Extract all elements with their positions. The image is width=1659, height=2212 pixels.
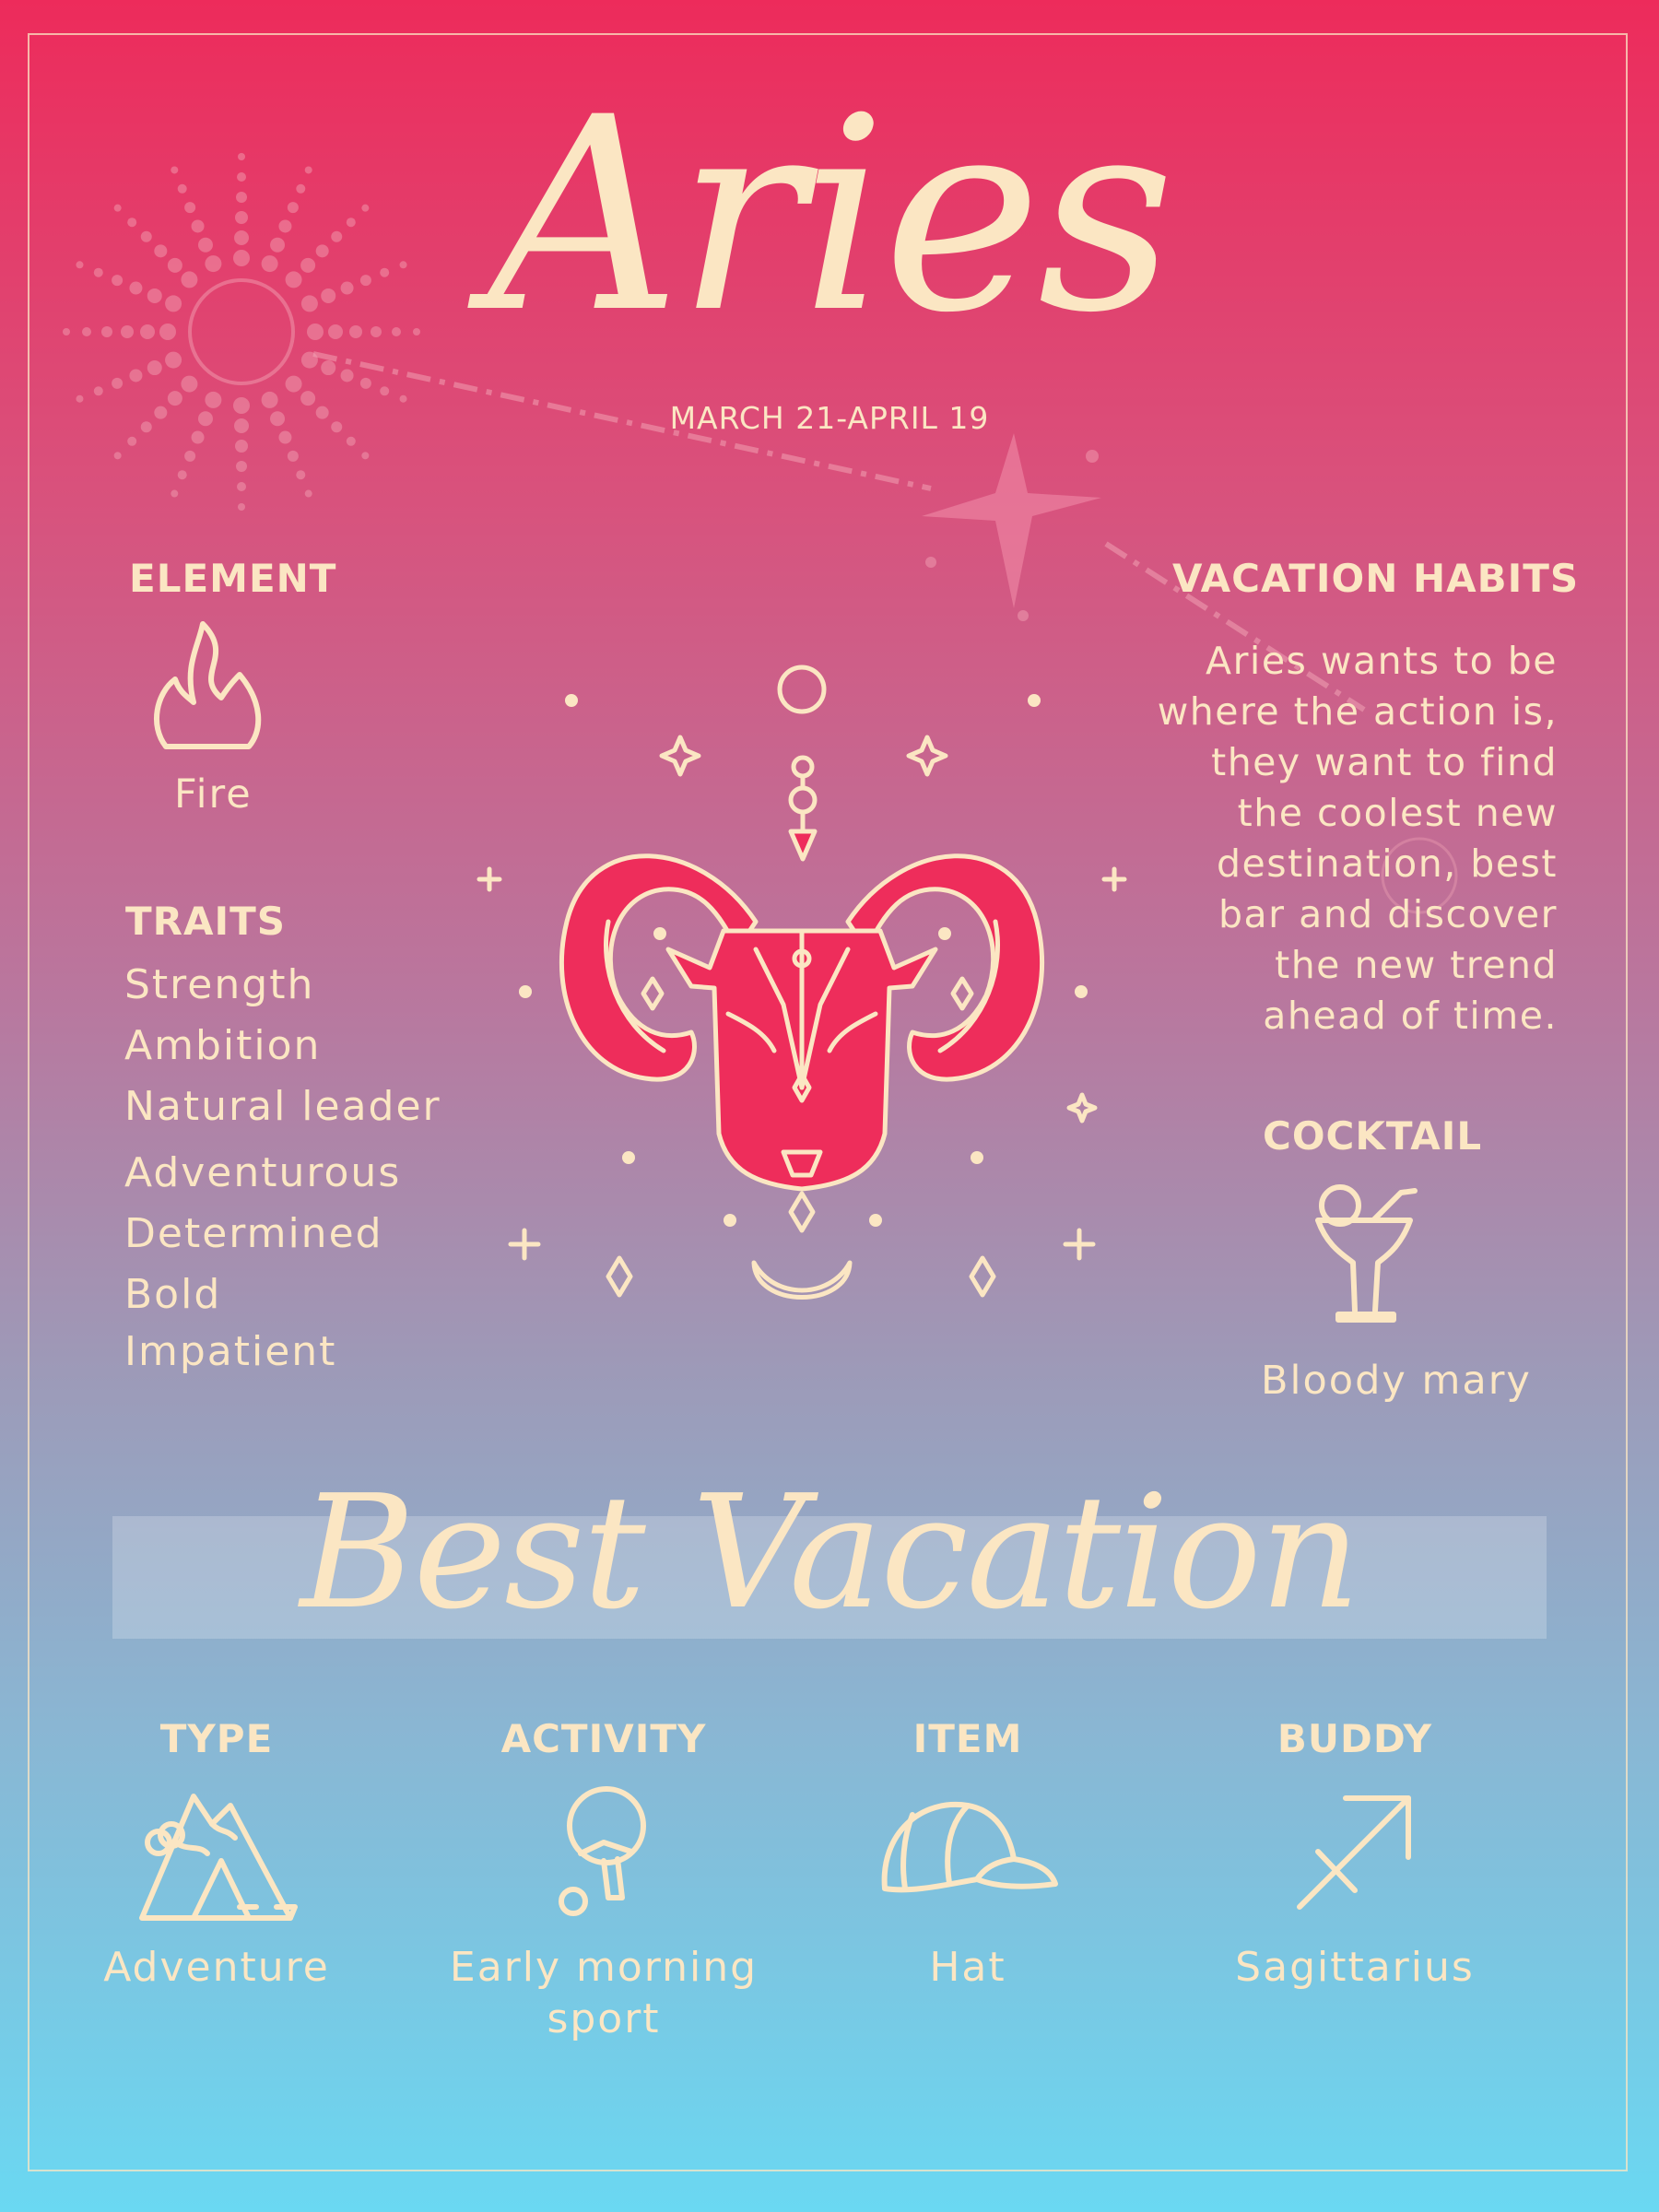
sun-ray-dot <box>114 452 122 459</box>
sun-ray-dot <box>236 461 247 472</box>
vacation-item <box>774 1716 1161 1994</box>
page-title: Aries <box>488 61 1171 371</box>
traits-heading: TRAITS <box>125 899 287 944</box>
trait-item: Impatient <box>124 1328 337 1375</box>
sun-ray-dot <box>235 440 248 453</box>
habits-line: destination, best <box>1217 841 1558 886</box>
sun-ray-dot <box>181 376 197 393</box>
vacation-habits-heading: VACATION HABITS <box>1172 556 1580 601</box>
vacation-type <box>23 1716 410 1994</box>
vacation-buddy <box>1161 1716 1548 1994</box>
cocktail-value: Bloody mary <box>1261 1358 1532 1404</box>
vacation-habits-text <box>1078 636 1558 1041</box>
aries-ram-icon <box>479 645 1124 1346</box>
mountains-icon <box>138 1787 295 1925</box>
item-value: Hat <box>929 1944 1006 1991</box>
trait-item: Bold <box>124 1271 222 1318</box>
sun-ray-dot <box>112 378 123 389</box>
sun-ray-dot <box>361 452 369 459</box>
sun-ray-dot <box>296 470 305 479</box>
type-value: Adventure <box>103 1944 330 1991</box>
sun-ray-dot <box>288 451 299 462</box>
vacation-activity <box>410 1716 797 2045</box>
flame-icon <box>147 619 267 758</box>
item-heading: ITEM <box>912 1716 1023 1761</box>
date-range: MARCH 21-APRIL 19 <box>669 400 990 436</box>
sun-ray-dot <box>94 386 103 395</box>
sagittarius-icon <box>1290 1787 1419 1925</box>
sun-ray-dot <box>127 437 136 446</box>
activity-heading: ACTIVITY <box>500 1716 707 1761</box>
habits-line: bar and discover <box>1218 892 1558 936</box>
activity-value-line1: Early morning <box>449 1944 759 1991</box>
sun-ray-dot <box>129 369 142 382</box>
habits-line: they want to find <box>1211 740 1558 784</box>
sun-ray-dot <box>360 378 371 389</box>
sun-ray-dot <box>178 470 187 479</box>
sun-ray-dot <box>147 360 162 375</box>
sun-ray-dot <box>321 360 335 375</box>
sun-ray-dot <box>184 451 195 462</box>
habits-line: ahead of time. <box>1263 994 1558 1038</box>
buddy-value: Sagittarius <box>1235 1944 1475 1991</box>
sun-ray-dot <box>341 369 354 382</box>
habits-line: the coolest new <box>1237 791 1558 835</box>
sun-ray-dot <box>347 437 356 446</box>
trait-item: Determined <box>124 1210 383 1257</box>
sun-ray-dot <box>238 503 245 511</box>
sun-ray-dot <box>171 490 178 498</box>
ping-pong-icon <box>553 1787 654 1925</box>
activity-value-line2: sport <box>547 1995 661 2042</box>
trait-item: Natural leader <box>124 1083 441 1130</box>
habits-line: Aries wants to be <box>1206 639 1558 683</box>
habits-line: the new trend <box>1275 943 1558 987</box>
sun-ray-dot <box>305 490 312 498</box>
star-burst-icon <box>922 433 1101 608</box>
trait-item: Strength <box>124 961 315 1008</box>
habits-line: where the action is, <box>1157 689 1558 734</box>
element-value: Fire <box>174 771 253 818</box>
cocktail-icon <box>1309 1182 1419 1329</box>
cocktail-heading: COCKTAIL <box>1263 1113 1483 1159</box>
best-vacation-title: Best Vacation <box>300 1462 1359 1644</box>
cap-icon <box>876 1787 1060 1925</box>
sun-ray-dot <box>286 376 302 393</box>
buddy-heading: BUDDY <box>1277 1716 1433 1761</box>
trait-item: Ambition <box>124 1022 322 1069</box>
type-heading: TYPE <box>159 1716 274 1761</box>
sun-ray-dot <box>237 482 246 491</box>
element-heading: ELEMENT <box>129 556 337 601</box>
trait-item: Adventurous <box>124 1149 402 1196</box>
sun-ray-dot <box>380 386 389 395</box>
sun-ray-dot <box>165 352 182 369</box>
